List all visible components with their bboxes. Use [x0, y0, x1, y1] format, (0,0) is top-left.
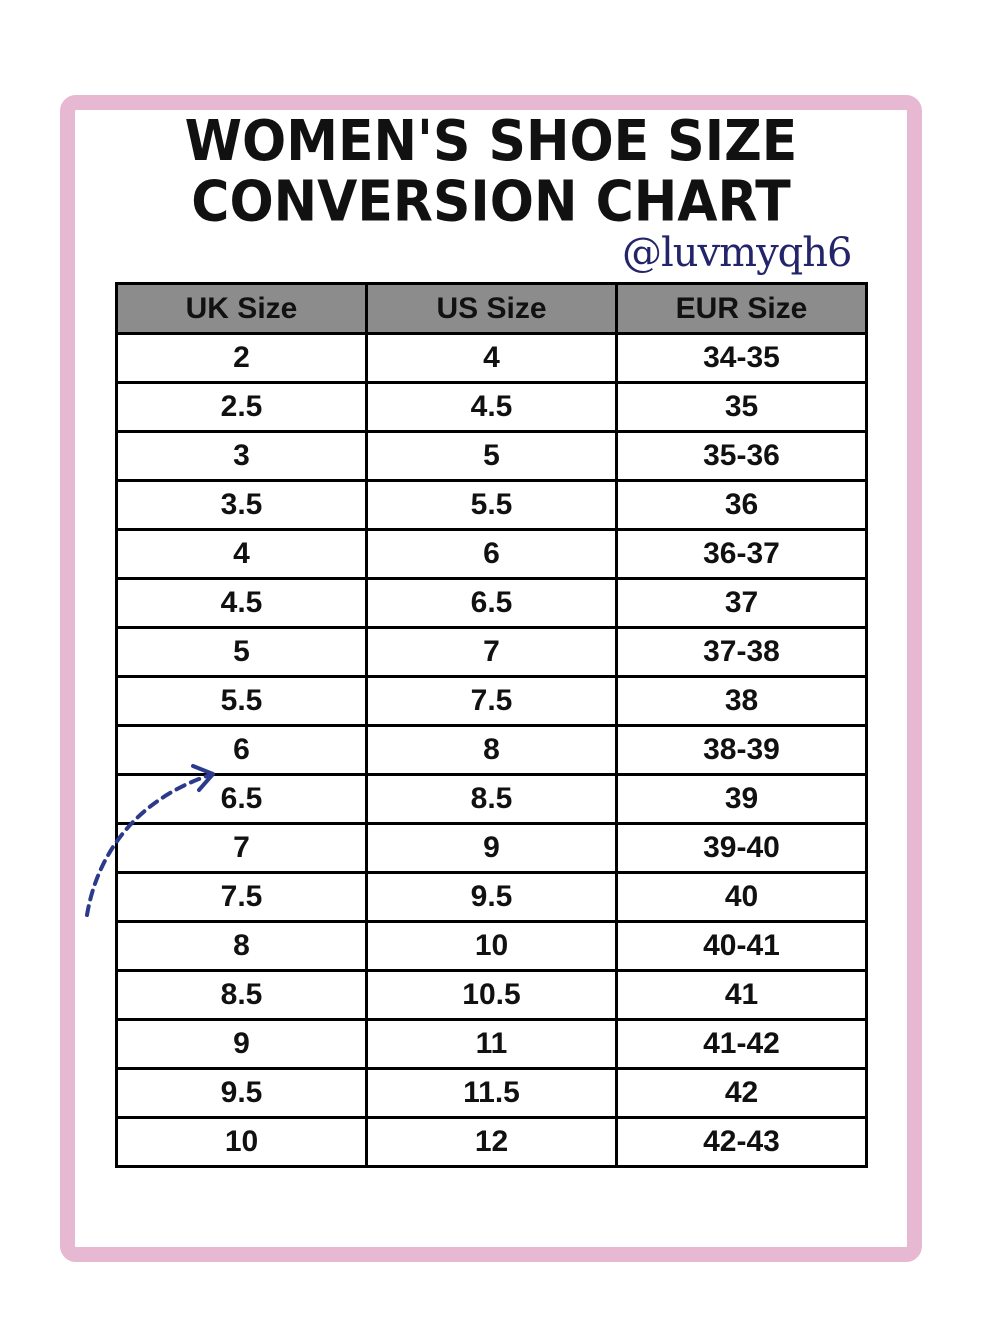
- uk-size-cell: 10: [117, 1118, 367, 1167]
- column-header-us: US Size: [367, 284, 617, 334]
- us-size-cell: 12: [367, 1118, 617, 1167]
- eur-size-cell: 37-38: [617, 628, 867, 677]
- table-row: [117, 1118, 867, 1167]
- eur-size-cell: 36: [617, 481, 867, 530]
- watermark-handle: @luvmyqh6: [622, 230, 852, 276]
- us-size-cell: 5.5: [367, 481, 617, 530]
- uk-size-cell: 8.5: [117, 971, 367, 1020]
- table-header: [117, 284, 867, 334]
- us-size-cell: 9.5: [367, 873, 617, 922]
- us-size-cell: 10: [367, 922, 617, 971]
- eur-size-cell: 40: [617, 873, 867, 922]
- us-size-cell: 6.5: [367, 579, 617, 628]
- eur-size-cell: 36-37: [617, 530, 867, 579]
- table-row: [117, 481, 867, 530]
- table-body: [117, 334, 867, 1167]
- us-size-cell: 9: [367, 824, 617, 873]
- table-header-row: [117, 284, 867, 334]
- table-row: [117, 1069, 867, 1118]
- uk-size-cell: 7: [117, 824, 367, 873]
- eur-size-cell: 41: [617, 971, 867, 1020]
- uk-size-cell: 4: [117, 530, 367, 579]
- eur-size-cell: 40-41: [617, 922, 867, 971]
- uk-size-cell: 3.5: [117, 481, 367, 530]
- eur-size-cell: 42: [617, 1069, 867, 1118]
- us-size-cell: 4.5: [367, 383, 617, 432]
- us-size-cell: 4: [367, 334, 617, 383]
- eur-size-cell: 41-42: [617, 1020, 867, 1069]
- us-size-cell: 7.5: [367, 677, 617, 726]
- uk-size-cell: 7.5: [117, 873, 367, 922]
- us-size-cell: 11.5: [367, 1069, 617, 1118]
- table-row: [117, 530, 867, 579]
- eur-size-cell: 38: [617, 677, 867, 726]
- uk-size-cell: 9: [117, 1020, 367, 1069]
- eur-size-cell: 39: [617, 775, 867, 824]
- uk-size-cell: 2.5: [117, 383, 367, 432]
- eur-size-cell: 34-35: [617, 334, 867, 383]
- us-size-cell: 11: [367, 1020, 617, 1069]
- table-row: [117, 432, 867, 481]
- dashed-curved-arrow-icon: [75, 760, 235, 930]
- uk-size-cell: 6: [117, 726, 367, 775]
- table-row: [117, 334, 867, 383]
- uk-size-cell: 3: [117, 432, 367, 481]
- uk-size-cell: 5.5: [117, 677, 367, 726]
- uk-size-cell: 5: [117, 628, 367, 677]
- table-row: [117, 628, 867, 677]
- chart-title-line-2: CONVERSION CHART: [191, 169, 791, 235]
- us-size-cell: 8.5: [367, 775, 617, 824]
- uk-size-cell: 6.5: [117, 775, 367, 824]
- eur-size-cell: 37: [617, 579, 867, 628]
- table-row: [117, 677, 867, 726]
- column-header-uk: UK Size: [117, 284, 367, 334]
- column-header-eur: EUR Size: [617, 284, 867, 334]
- uk-size-cell: 8: [117, 922, 367, 971]
- chart-title-line-1: WOMEN'S SHOE SIZE: [184, 109, 798, 175]
- uk-size-cell: 2: [117, 334, 367, 383]
- size-conversion-table: [115, 282, 868, 1168]
- table-row: [117, 1020, 867, 1069]
- uk-size-cell: 4.5: [117, 579, 367, 628]
- table-row: [117, 383, 867, 432]
- us-size-cell: 6: [367, 530, 617, 579]
- chart-title: [0, 109, 982, 235]
- eur-size-cell: 35: [617, 383, 867, 432]
- us-size-cell: 10.5: [367, 971, 617, 1020]
- eur-size-cell: 39-40: [617, 824, 867, 873]
- us-size-cell: 8: [367, 726, 617, 775]
- eur-size-cell: 42-43: [617, 1118, 867, 1167]
- eur-size-cell: 38-39: [617, 726, 867, 775]
- us-size-cell: 5: [367, 432, 617, 481]
- uk-size-cell: 9.5: [117, 1069, 367, 1118]
- table-row: [117, 971, 867, 1020]
- us-size-cell: 7: [367, 628, 617, 677]
- eur-size-cell: 35-36: [617, 432, 867, 481]
- table-row: [117, 579, 867, 628]
